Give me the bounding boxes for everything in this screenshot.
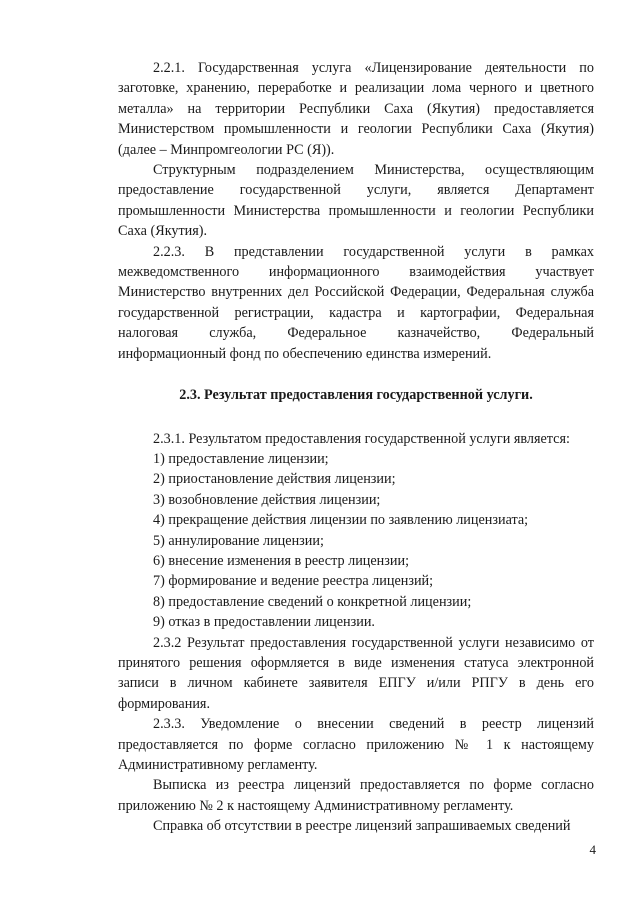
document-body	[118, 58, 594, 837]
result-list-item: 5) аннулирование лицензии;	[153, 532, 324, 549]
paragraph-2-3-2: 2.3.2 Результат предоставления государственной услуги независимо от принятого решения оформляется в виде изменения статуса электронной записи в личном кабинете заявителя ЕПГУ и/или РПГУ в день его формирования.	[118, 634, 594, 712]
paragraph-2-3-1: 2.3.1. Результатом предоставления государственной услуги является:	[153, 430, 570, 447]
paragraph-2-3-3: 2.3.3. Уведомление о внесении сведений в реестр лицензий предоставляется по форме согласно приложению № 1 к настоящему Административному регламенту.	[118, 716, 594, 773]
result-list-item: 8) предоставление сведений о конкретной лицензии;	[153, 593, 472, 610]
page-number: 4	[589, 842, 596, 857]
paragraph-absence-certificate: Справка об отсутствии в реестре лицензий запрашиваемых сведений	[153, 818, 571, 835]
section-heading-2-3: 2.3. Результат предоставления государственной услуги.	[179, 387, 533, 404]
result-list-item: 2) приостановление действия лицензии;	[153, 471, 396, 488]
paragraph-2-2-1: 2.2.1. Государственная услуга «Лицензирование деятельности по заготовке, хранению, переработке и реализации лома черного и цветного металла» на территории Республики Саха (Якутия) предоставляется Министерством промышленности и геологии Республики Саха (Якутия) (далее – Минпромгеологии РС (Я)).	[118, 60, 594, 158]
result-list-item: 1) предоставление лицензии;	[153, 450, 329, 467]
paragraph-2-2-3: 2.2.3. В представлении государственной услуги в рамках межведомственного информационного взаимодействия участвует Министерство внутренних дел Российской Федерации, Федеральная служба государственной регистрации, кадастра и картографии, Федеральная налоговая служба, Федеральное казначейство, Федеральный информационный фонд по обеспечению единства измерений.	[118, 243, 594, 362]
result-list-item: 7) формирование и ведение реестра лицензий;	[153, 573, 434, 590]
result-list-item: 4) прекращение действия лицензии по заявлению лицензиата;	[153, 512, 529, 529]
result-list-item: 9) отказ в предоставлении лицензии.	[153, 614, 375, 631]
paragraph-structural-unit: Структурным подразделением Министерства, осуществляющим предоставление государственной услуги, является Департамент промышленности Министерства промышленности и геологии Республики Саха (Якутия).	[118, 162, 594, 240]
result-list-item: 3) возобновление действия лицензии;	[153, 491, 381, 508]
result-list-item: 6) внесение изменения в реестр лицензии;	[153, 552, 410, 569]
paragraph-registry-extract: Выписка из реестра лицензий предоставляется по форме согласно приложению № 2 к настоящему Административному регламенту.	[118, 777, 594, 814]
